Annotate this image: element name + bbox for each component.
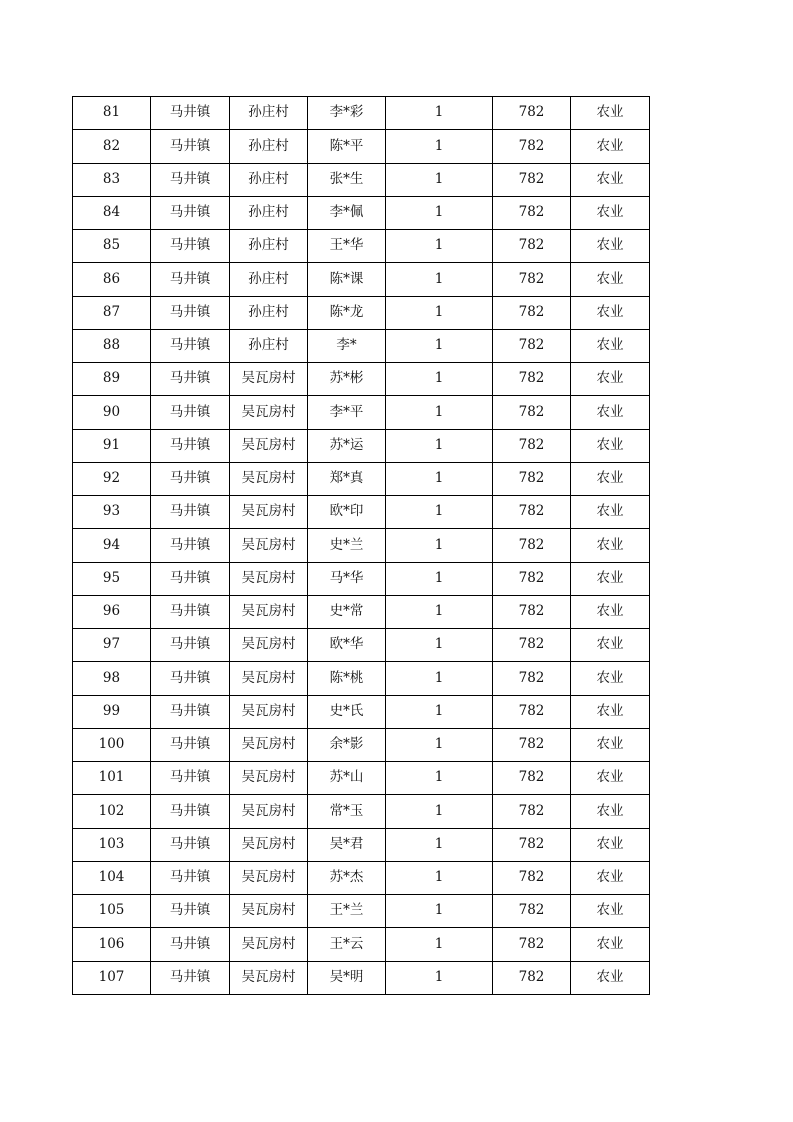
count-cell: 1 bbox=[386, 928, 493, 961]
type-cell: 农业 bbox=[571, 562, 650, 595]
count-cell: 1 bbox=[386, 695, 493, 728]
amount-cell: 782 bbox=[493, 662, 571, 695]
count-cell: 1 bbox=[386, 130, 493, 163]
table-row bbox=[73, 728, 650, 761]
village-cell: 吴瓦房村 bbox=[230, 429, 308, 462]
row-number-cell: 105 bbox=[73, 895, 151, 928]
amount-cell: 782 bbox=[493, 396, 571, 429]
amount-cell: 782 bbox=[493, 828, 571, 861]
village-cell: 吴瓦房村 bbox=[230, 828, 308, 861]
amount-cell: 782 bbox=[493, 263, 571, 296]
village-cell: 吴瓦房村 bbox=[230, 895, 308, 928]
village-cell: 孙庄村 bbox=[230, 329, 308, 362]
row-number-cell: 107 bbox=[73, 961, 151, 994]
row-number-cell: 92 bbox=[73, 462, 151, 495]
count-cell: 1 bbox=[386, 961, 493, 994]
village-cell: 孙庄村 bbox=[230, 163, 308, 196]
table-row bbox=[73, 762, 650, 795]
row-number-cell: 90 bbox=[73, 396, 151, 429]
amount-cell: 782 bbox=[493, 728, 571, 761]
type-cell: 农业 bbox=[571, 196, 650, 229]
village-cell: 孙庄村 bbox=[230, 296, 308, 329]
row-number-cell: 87 bbox=[73, 296, 151, 329]
amount-cell: 782 bbox=[493, 895, 571, 928]
count-cell: 1 bbox=[386, 795, 493, 828]
town-cell: 马井镇 bbox=[151, 762, 230, 795]
count-cell: 1 bbox=[386, 662, 493, 695]
table-row bbox=[73, 562, 650, 595]
table-row bbox=[73, 895, 650, 928]
town-cell: 马井镇 bbox=[151, 562, 230, 595]
type-cell: 农业 bbox=[571, 762, 650, 795]
town-cell: 马井镇 bbox=[151, 529, 230, 562]
village-cell: 吴瓦房村 bbox=[230, 961, 308, 994]
row-number-cell: 86 bbox=[73, 263, 151, 296]
amount-cell: 782 bbox=[493, 529, 571, 562]
count-cell: 1 bbox=[386, 529, 493, 562]
type-cell: 农业 bbox=[571, 296, 650, 329]
count-cell: 1 bbox=[386, 97, 493, 130]
count-cell: 1 bbox=[386, 296, 493, 329]
town-cell: 马井镇 bbox=[151, 329, 230, 362]
town-cell: 马井镇 bbox=[151, 728, 230, 761]
count-cell: 1 bbox=[386, 462, 493, 495]
town-cell: 马井镇 bbox=[151, 928, 230, 961]
count-cell: 1 bbox=[386, 595, 493, 628]
type-cell: 农业 bbox=[571, 928, 650, 961]
type-cell: 农业 bbox=[571, 329, 650, 362]
amount-cell: 782 bbox=[493, 230, 571, 263]
type-cell: 农业 bbox=[571, 230, 650, 263]
village-cell: 孙庄村 bbox=[230, 230, 308, 263]
table-row bbox=[73, 196, 650, 229]
amount-cell: 782 bbox=[493, 595, 571, 628]
row-number-cell: 96 bbox=[73, 595, 151, 628]
name-cell: 余*影 bbox=[308, 728, 386, 761]
town-cell: 马井镇 bbox=[151, 496, 230, 529]
amount-cell: 782 bbox=[493, 429, 571, 462]
town-cell: 马井镇 bbox=[151, 396, 230, 429]
amount-cell: 782 bbox=[493, 296, 571, 329]
type-cell: 农业 bbox=[571, 828, 650, 861]
row-number-cell: 85 bbox=[73, 230, 151, 263]
table-row bbox=[73, 429, 650, 462]
row-number-cell: 95 bbox=[73, 562, 151, 595]
count-cell: 1 bbox=[386, 196, 493, 229]
amount-cell: 782 bbox=[493, 196, 571, 229]
row-number-cell: 98 bbox=[73, 662, 151, 695]
row-number-cell: 81 bbox=[73, 97, 151, 130]
type-cell: 农业 bbox=[571, 130, 650, 163]
village-cell: 吴瓦房村 bbox=[230, 396, 308, 429]
type-cell: 农业 bbox=[571, 961, 650, 994]
amount-cell: 782 bbox=[493, 163, 571, 196]
name-cell: 苏*山 bbox=[308, 762, 386, 795]
town-cell: 马井镇 bbox=[151, 296, 230, 329]
row-number-cell: 99 bbox=[73, 695, 151, 728]
village-cell: 吴瓦房村 bbox=[230, 695, 308, 728]
name-cell: 欧*印 bbox=[308, 496, 386, 529]
name-cell: 李*佩 bbox=[308, 196, 386, 229]
count-cell: 1 bbox=[386, 728, 493, 761]
count-cell: 1 bbox=[386, 396, 493, 429]
type-cell: 农业 bbox=[571, 695, 650, 728]
village-cell: 孙庄村 bbox=[230, 196, 308, 229]
roster-body bbox=[73, 97, 650, 995]
type-cell: 农业 bbox=[571, 662, 650, 695]
table-row bbox=[73, 662, 650, 695]
name-cell: 吴*君 bbox=[308, 828, 386, 861]
village-cell: 吴瓦房村 bbox=[230, 529, 308, 562]
town-cell: 马井镇 bbox=[151, 97, 230, 130]
name-cell: 史*氏 bbox=[308, 695, 386, 728]
type-cell: 农业 bbox=[571, 429, 650, 462]
table-row bbox=[73, 828, 650, 861]
name-cell: 苏*杰 bbox=[308, 861, 386, 894]
village-cell: 吴瓦房村 bbox=[230, 928, 308, 961]
table-row bbox=[73, 861, 650, 894]
table-row bbox=[73, 795, 650, 828]
name-cell: 王*兰 bbox=[308, 895, 386, 928]
row-number-cell: 101 bbox=[73, 762, 151, 795]
name-cell: 李*平 bbox=[308, 396, 386, 429]
amount-cell: 782 bbox=[493, 961, 571, 994]
village-cell: 吴瓦房村 bbox=[230, 795, 308, 828]
count-cell: 1 bbox=[386, 828, 493, 861]
table-row bbox=[73, 529, 650, 562]
village-cell: 吴瓦房村 bbox=[230, 496, 308, 529]
row-number-cell: 93 bbox=[73, 496, 151, 529]
name-cell: 王*云 bbox=[308, 928, 386, 961]
row-number-cell: 106 bbox=[73, 928, 151, 961]
row-number-cell: 84 bbox=[73, 196, 151, 229]
count-cell: 1 bbox=[386, 895, 493, 928]
town-cell: 马井镇 bbox=[151, 230, 230, 263]
amount-cell: 782 bbox=[493, 496, 571, 529]
town-cell: 马井镇 bbox=[151, 163, 230, 196]
town-cell: 马井镇 bbox=[151, 961, 230, 994]
count-cell: 1 bbox=[386, 429, 493, 462]
name-cell: 李*彩 bbox=[308, 97, 386, 130]
village-cell: 吴瓦房村 bbox=[230, 462, 308, 495]
table-row bbox=[73, 296, 650, 329]
amount-cell: 782 bbox=[493, 329, 571, 362]
town-cell: 马井镇 bbox=[151, 662, 230, 695]
table-row bbox=[73, 263, 650, 296]
town-cell: 马井镇 bbox=[151, 895, 230, 928]
table-row bbox=[73, 363, 650, 396]
name-cell: 陈*课 bbox=[308, 263, 386, 296]
count-cell: 1 bbox=[386, 496, 493, 529]
roster-table bbox=[72, 96, 650, 995]
name-cell: 史*常 bbox=[308, 595, 386, 628]
table-row bbox=[73, 230, 650, 263]
row-number-cell: 88 bbox=[73, 329, 151, 362]
count-cell: 1 bbox=[386, 762, 493, 795]
type-cell: 农业 bbox=[571, 595, 650, 628]
row-number-cell: 82 bbox=[73, 130, 151, 163]
type-cell: 农业 bbox=[571, 795, 650, 828]
table-row bbox=[73, 163, 650, 196]
town-cell: 马井镇 bbox=[151, 828, 230, 861]
type-cell: 农业 bbox=[571, 728, 650, 761]
name-cell: 苏*彬 bbox=[308, 363, 386, 396]
amount-cell: 782 bbox=[493, 762, 571, 795]
name-cell: 王*华 bbox=[308, 230, 386, 263]
name-cell: 张*生 bbox=[308, 163, 386, 196]
village-cell: 孙庄村 bbox=[230, 97, 308, 130]
town-cell: 马井镇 bbox=[151, 629, 230, 662]
row-number-cell: 100 bbox=[73, 728, 151, 761]
village-cell: 吴瓦房村 bbox=[230, 762, 308, 795]
name-cell: 史*兰 bbox=[308, 529, 386, 562]
row-number-cell: 89 bbox=[73, 363, 151, 396]
table-row bbox=[73, 329, 650, 362]
type-cell: 农业 bbox=[571, 895, 650, 928]
amount-cell: 782 bbox=[493, 363, 571, 396]
table-row bbox=[73, 629, 650, 662]
town-cell: 马井镇 bbox=[151, 363, 230, 396]
town-cell: 马井镇 bbox=[151, 462, 230, 495]
amount-cell: 782 bbox=[493, 795, 571, 828]
name-cell: 马*华 bbox=[308, 562, 386, 595]
name-cell: 郑*真 bbox=[308, 462, 386, 495]
table-row bbox=[73, 462, 650, 495]
count-cell: 1 bbox=[386, 163, 493, 196]
amount-cell: 782 bbox=[493, 861, 571, 894]
amount-cell: 782 bbox=[493, 462, 571, 495]
town-cell: 马井镇 bbox=[151, 429, 230, 462]
village-cell: 孙庄村 bbox=[230, 263, 308, 296]
amount-cell: 782 bbox=[493, 562, 571, 595]
town-cell: 马井镇 bbox=[151, 130, 230, 163]
village-cell: 孙庄村 bbox=[230, 130, 308, 163]
table-row bbox=[73, 97, 650, 130]
count-cell: 1 bbox=[386, 230, 493, 263]
type-cell: 农业 bbox=[571, 496, 650, 529]
name-cell: 李* bbox=[308, 329, 386, 362]
name-cell: 陈*平 bbox=[308, 130, 386, 163]
name-cell: 常*玉 bbox=[308, 795, 386, 828]
village-cell: 吴瓦房村 bbox=[230, 861, 308, 894]
type-cell: 农业 bbox=[571, 396, 650, 429]
row-number-cell: 83 bbox=[73, 163, 151, 196]
type-cell: 农业 bbox=[571, 363, 650, 396]
table-row bbox=[73, 595, 650, 628]
name-cell: 陈*龙 bbox=[308, 296, 386, 329]
table-row bbox=[73, 928, 650, 961]
table-row bbox=[73, 695, 650, 728]
town-cell: 马井镇 bbox=[151, 695, 230, 728]
count-cell: 1 bbox=[386, 263, 493, 296]
amount-cell: 782 bbox=[493, 97, 571, 130]
amount-cell: 782 bbox=[493, 695, 571, 728]
row-number-cell: 94 bbox=[73, 529, 151, 562]
table-row bbox=[73, 496, 650, 529]
count-cell: 1 bbox=[386, 629, 493, 662]
type-cell: 农业 bbox=[571, 97, 650, 130]
type-cell: 农业 bbox=[571, 462, 650, 495]
row-number-cell: 97 bbox=[73, 629, 151, 662]
village-cell: 吴瓦房村 bbox=[230, 629, 308, 662]
village-cell: 吴瓦房村 bbox=[230, 363, 308, 396]
type-cell: 农业 bbox=[571, 263, 650, 296]
row-number-cell: 103 bbox=[73, 828, 151, 861]
town-cell: 马井镇 bbox=[151, 263, 230, 296]
town-cell: 马井镇 bbox=[151, 196, 230, 229]
row-number-cell: 91 bbox=[73, 429, 151, 462]
row-number-cell: 102 bbox=[73, 795, 151, 828]
town-cell: 马井镇 bbox=[151, 861, 230, 894]
amount-cell: 782 bbox=[493, 629, 571, 662]
count-cell: 1 bbox=[386, 363, 493, 396]
town-cell: 马井镇 bbox=[151, 595, 230, 628]
table-row bbox=[73, 396, 650, 429]
name-cell: 吴*明 bbox=[308, 961, 386, 994]
name-cell: 陈*桃 bbox=[308, 662, 386, 695]
type-cell: 农业 bbox=[571, 163, 650, 196]
amount-cell: 782 bbox=[493, 928, 571, 961]
row-number-cell: 104 bbox=[73, 861, 151, 894]
type-cell: 农业 bbox=[571, 861, 650, 894]
type-cell: 农业 bbox=[571, 529, 650, 562]
name-cell: 苏*运 bbox=[308, 429, 386, 462]
amount-cell: 782 bbox=[493, 130, 571, 163]
village-cell: 吴瓦房村 bbox=[230, 562, 308, 595]
count-cell: 1 bbox=[386, 562, 493, 595]
table-row bbox=[73, 961, 650, 994]
table-row bbox=[73, 130, 650, 163]
count-cell: 1 bbox=[386, 861, 493, 894]
type-cell: 农业 bbox=[571, 629, 650, 662]
village-cell: 吴瓦房村 bbox=[230, 662, 308, 695]
name-cell: 欧*华 bbox=[308, 629, 386, 662]
count-cell: 1 bbox=[386, 329, 493, 362]
town-cell: 马井镇 bbox=[151, 795, 230, 828]
village-cell: 吴瓦房村 bbox=[230, 728, 308, 761]
village-cell: 吴瓦房村 bbox=[230, 595, 308, 628]
